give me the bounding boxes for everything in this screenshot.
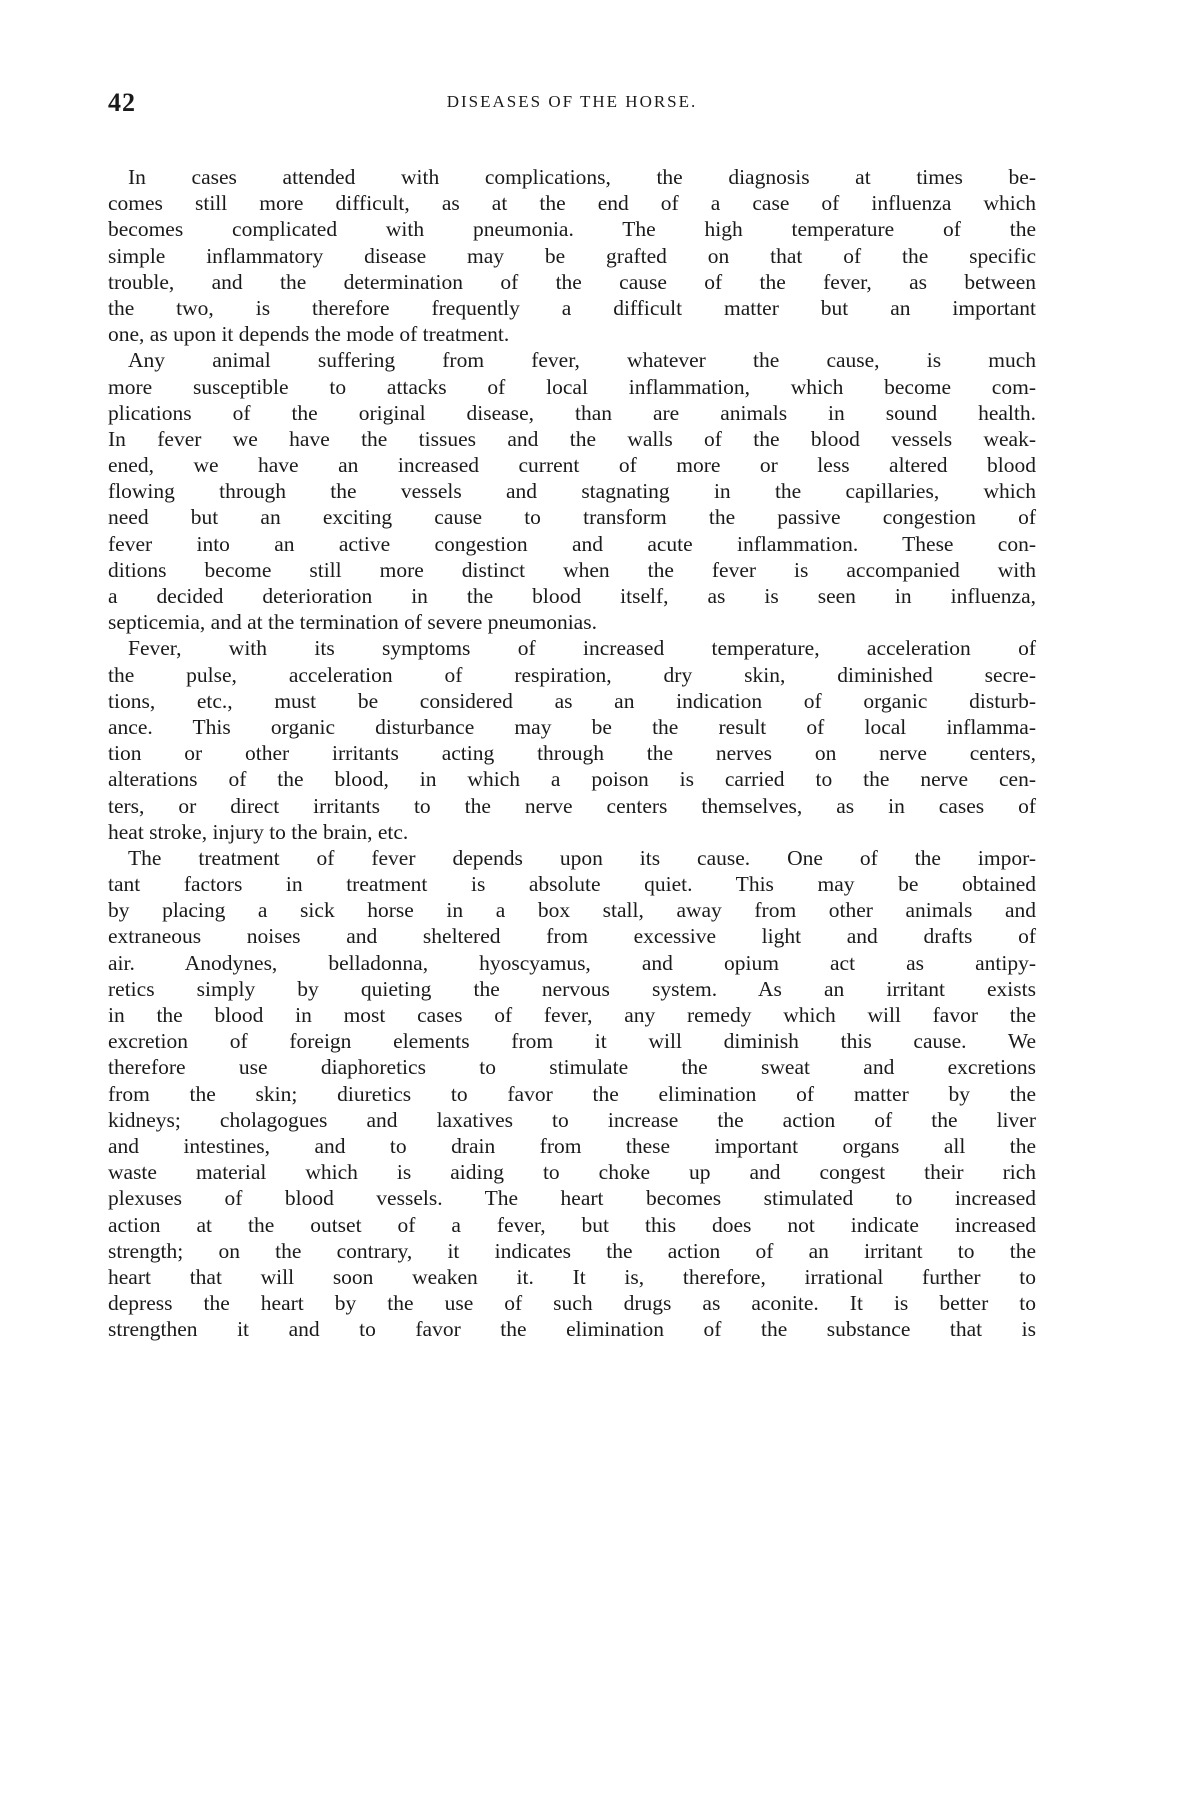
text-line: plexuses of blood vessels. The heart becomes stimulated to increased bbox=[108, 1186, 1036, 1211]
text-line: waste material which is aiding to choke up and congest their rich bbox=[108, 1160, 1036, 1185]
text-line: fever into an active congestion and acute inflammation. These con- bbox=[108, 531, 1036, 556]
text-line: septicemia, and at the termination of severe pneumonias. bbox=[108, 610, 597, 635]
text-line: becomes complicated with pneumonia. The high temperature of the bbox=[108, 217, 1036, 242]
text-line: a decided deterioration in the blood itself, as is seen in influenza, bbox=[108, 584, 1036, 608]
text-line: The treatment of fever depends upon its cause. One of the impor- bbox=[128, 845, 1036, 870]
text-line: retics simply by quieting the nervous system. As an irritant exists bbox=[108, 976, 1036, 1001]
page-number: 42 bbox=[108, 88, 136, 117]
text-line: In fever we have the tissues and the walls of the blood vessels weak- bbox=[108, 426, 1036, 451]
text-line: extraneous noises and sheltered from excessive light and drafts of bbox=[108, 924, 1036, 949]
text-line: excretion of foreign elements from it will diminish this cause. We bbox=[108, 1029, 1036, 1054]
text-line: depress the heart by the use of such drugs as aconite. It is better to bbox=[108, 1291, 1036, 1316]
text-line: need but an exciting cause to transform the passive congestion of bbox=[108, 505, 1036, 530]
text-line: action at the outset of a fever, but this does not indicate increased bbox=[108, 1212, 1036, 1237]
text-line: tant factors in treatment is absolute quiet. This may be obtained bbox=[108, 872, 1036, 897]
paragraph-treatment bbox=[108, 845, 1036, 1343]
book-page bbox=[108, 78, 1036, 1342]
text-line: by placing a sick horse in a box stall, away from other animals and bbox=[108, 898, 1036, 923]
text-line: in the blood in most cases of fever, any remedy which will favor the bbox=[108, 1003, 1036, 1027]
text-line: ance. This organic disturbance may be the result of local inflamma- bbox=[108, 714, 1036, 739]
text-line: heat stroke, injury to the brain, etc. bbox=[108, 819, 409, 844]
running-head bbox=[108, 78, 1036, 122]
text-line: the pulse, acceleration of respiration, dry skin, diminished secre- bbox=[108, 662, 1036, 687]
text-line: Fever, with its symptoms of increased temperature, acceleration of bbox=[128, 636, 1036, 661]
body-text bbox=[108, 164, 1036, 1342]
text-line: air. Anodynes, belladonna, hyoscyamus, and opium act as antipy- bbox=[108, 950, 1036, 975]
text-line: more susceptible to attacks of local inflammation, which become com- bbox=[108, 374, 1036, 399]
text-line: strength; on the contrary, it indicates the action of an irritant to the bbox=[108, 1238, 1036, 1263]
text-line: flowing through the vessels and stagnating in the capillaries, which bbox=[108, 479, 1036, 504]
text-line: the two, is therefore frequently a difficult matter but an important bbox=[108, 295, 1036, 320]
text-line: simple inflammatory disease may be grafted on that of the specific bbox=[108, 243, 1036, 268]
text-line: ters, or direct irritants to the nerve centers themselves, as in cases of bbox=[108, 793, 1036, 818]
text-line: trouble, and the determination of the cause of the fever, as between bbox=[108, 269, 1036, 294]
text-line: alterations of the blood, in which a poison is carried to the nerve cen- bbox=[108, 767, 1036, 792]
text-line: Any animal suffering from fever, whatever the cause, is much bbox=[128, 348, 1036, 373]
text-line: tions, etc., must be considered as an indication of organic disturb- bbox=[108, 688, 1036, 713]
text-line: comes still more difficult, as at the end of a case of influenza which bbox=[108, 191, 1036, 216]
text-line: In cases attended with complications, the diagnosis at times be- bbox=[128, 165, 1036, 189]
text-line: and intestines, and to drain from these important organs all the bbox=[108, 1133, 1036, 1158]
paragraph-complications bbox=[108, 164, 1036, 347]
paragraph-susceptibility bbox=[108, 347, 1036, 635]
text-line: kidneys; cholagogues and laxatives to increase the action of the liver bbox=[108, 1107, 1036, 1132]
paragraph-fever-symptoms bbox=[108, 635, 1036, 845]
text-line: plications of the original disease, than are animals in sound health. bbox=[108, 400, 1036, 425]
text-line: ditions become still more distinct when the fever is accompanied with bbox=[108, 557, 1036, 582]
running-title: DISEASES OF THE HORSE. bbox=[446, 92, 698, 111]
text-line: one, as upon it depends the mode of treatment. bbox=[108, 322, 510, 347]
text-line: therefore use diaphoretics to stimulate the sweat and excretions bbox=[108, 1055, 1036, 1080]
text-line: from the skin; diuretics to favor the elimination of matter by the bbox=[108, 1081, 1036, 1106]
text-line: tion or other irritants acting through the nerves on nerve centers, bbox=[108, 741, 1036, 766]
text-line: heart that will soon weaken it. It is, therefore, irrational further to bbox=[108, 1264, 1036, 1289]
text-line: strengthen it and to favor the elimination of the substance that is bbox=[108, 1317, 1036, 1342]
text-line: ened, we have an increased current of more or less altered blood bbox=[108, 453, 1036, 478]
